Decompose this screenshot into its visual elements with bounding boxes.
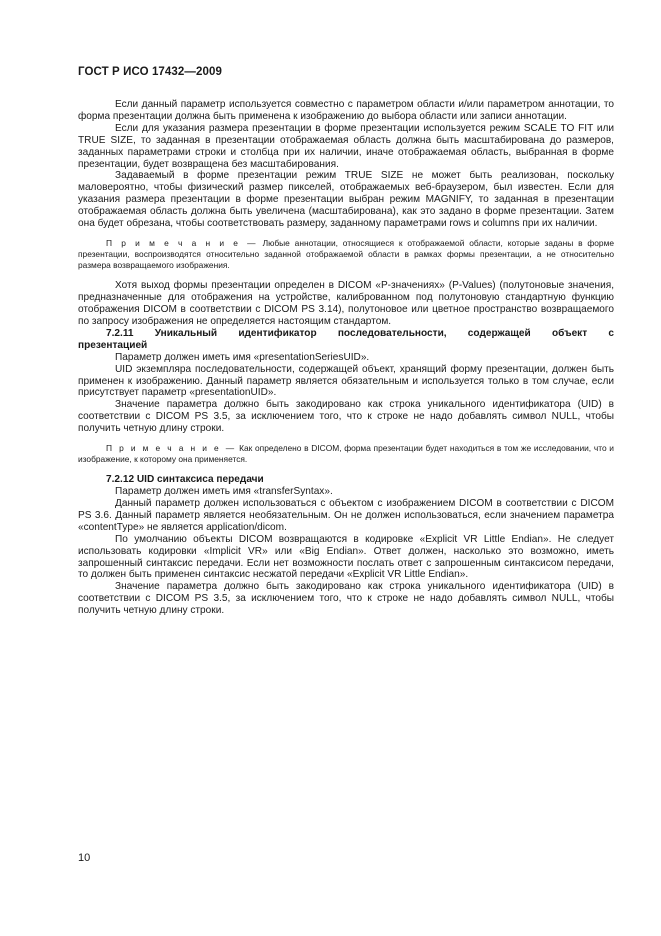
section-heading: 7.2.12 UID синтаксиса передачи — [106, 474, 264, 486]
note-text: Любые аннотации, относящиеся к отображаемой области, которые заданы в форме презентации, воспроизводятся относительно заданной отображаемой области в рамках формы презентации, а не относительно размера возвращаемого изображения. — [78, 237, 614, 271]
section-heading: 7.2.11 Уникальный идентификатор последовательности, содержащей объект с презентацией — [78, 327, 614, 351]
note-text: Как определено в DICOM, форма презентации будет находиться в том же исследовании, что и изображение, к которому она применяется. — [78, 443, 614, 465]
note — [78, 443, 614, 465]
paragraph: Если для указания размера презентации в форме презентации используется режим SCALE TO FIT или TRUE SIZE, то заданная в презентации отображаемая область должна быть масштабирована до размеров, заданных параметрами строки и столбца при их наличии, иначе отображаемая область, выбранная в форме презентации, будет возвращена без масштабирования. — [78, 122, 614, 170]
note-label: П р и м е ч а н и е — — [106, 443, 237, 454]
paragraph: По умолчанию объекты DICOM возвращаются в кодировке «Explicit VR Little Endian». Не следует использовать кодировки «Implicit VR» или «Big Endian». Ответ должен, насколько это возможно, иметь запрошенный синтаксис передачи. Если нет возможности послать ответ с запрошенным синтаксисом передачи, то должен быть применен синтаксис несжатой передачи «Explicit VR Little Endian». — [78, 533, 614, 581]
page-number: 10 — [78, 852, 91, 864]
paragraph: Параметр должен иметь имя «presentationSeriesUID». — [115, 351, 370, 363]
paragraph: UID экземпляра последовательности, содержащей объект, хранящий форму презентации, должен быть применен к изображению. Данный параметр является обязательным и используется только в том случае, если присутствует параметр «presentationUID». — [78, 363, 614, 399]
paragraph: Значение параметра должно быть закодировано как строка уникального идентификатора (UID) в соответствии с DICOM PS 3.5, за исключением того, что к строке не надо добавлять символ NULL, чтобы получить четную длину строки. — [78, 399, 614, 435]
note-label: П р и м е ч а н и е — — [106, 237, 258, 248]
paragraph: Если данный параметр используется совместно с параметром области и/или параметром аннотации, то форма презентации должна быть применена к изображению до выбора области или записи аннотации. — [78, 99, 614, 122]
paragraph: Значение параметра должно быть закодировано как строка уникального идентификатора (UID) в соответствии с DICOM PS 3.5, за исключением того, что к строке не надо добавлять символ NULL, чтобы получить четную длину строки. — [78, 581, 614, 617]
document-header: ГОСТ Р ИСО 17432—2009 — [78, 66, 223, 78]
document-body — [78, 99, 614, 617]
paragraph: Данный параметр должен использоваться с объектом с изображением DICOM в соответствии с DICOM PS 3.6. Данный параметр является необязательным. Он не должен использоваться, если значением параметра «contentType» не является application/dicom. — [78, 498, 614, 533]
note — [78, 238, 614, 271]
paragraph: Хотя выход формы презентации определен в DICOM «Р-значениях» (P-Values) (полутоновые значения, предназначенные для отображения на устройстве, калиброванном под полутоновую стандартную функцию отображения DICOM в соответствии с DICOM PS 3.14), полутоновое или цветное пространство возвращаемого по запросу изображения не определяется настоящим стандартом. — [78, 280, 614, 327]
paragraph: Параметр должен иметь имя «transferSyntax». — [115, 486, 333, 498]
paragraph: Задаваемый в форме презентации режим TRUE SIZE не может быть реализован, поскольку маловероятно, чтобы физический размер пикселей, отображаемых веб-браузером, был известен. Если для указания размера презентации в форме презентации выбран режим MAGNIFY, то заданная в презентации отображаемая область должна быть увеличена (масштабирована), как это задано в форме презентации. Затем она будет обрезана, чтобы соответствовать размеру, заданному параметрами rows и columns при их наличии. — [78, 170, 614, 230]
